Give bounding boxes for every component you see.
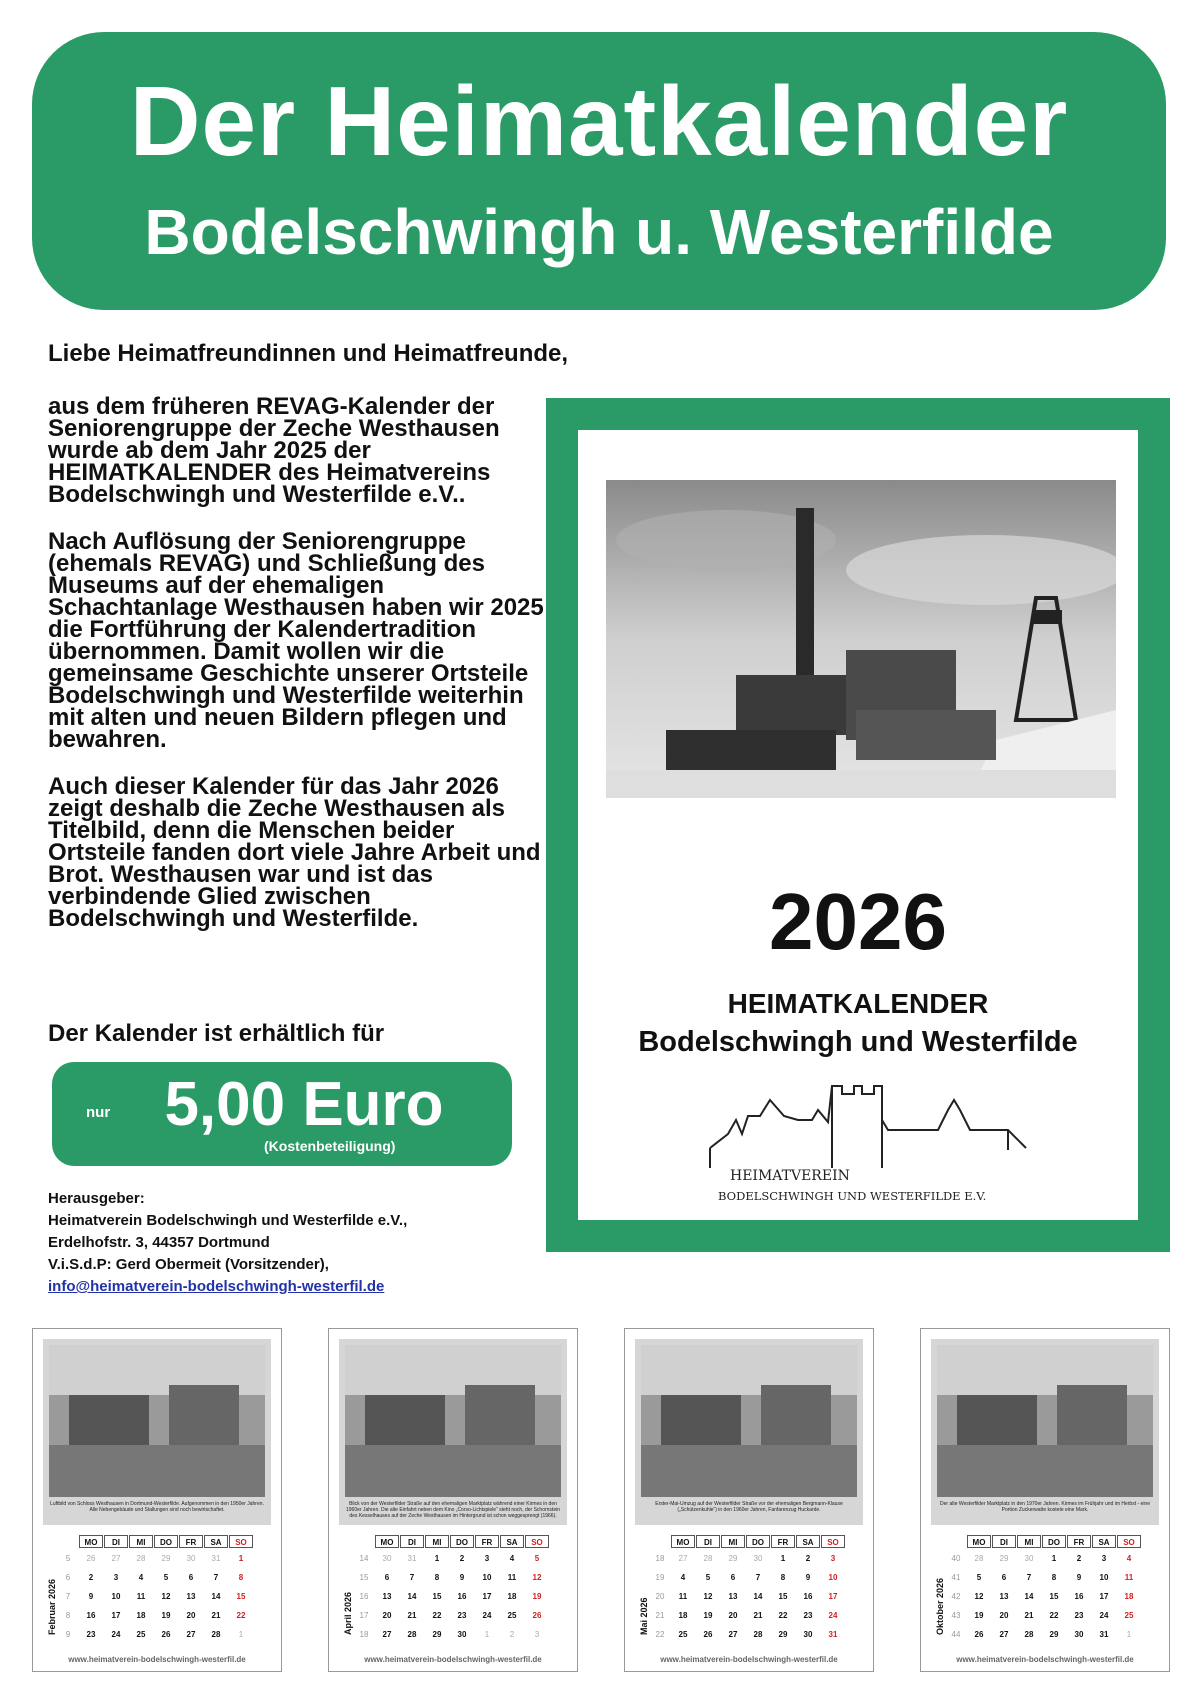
calendar-day: 12 (974, 1592, 984, 1601)
calendar-day: 18 (136, 1611, 146, 1620)
paragraph-2: Nach Auflösung der Seniorengruppe (ehemals REVAG) und Schließung des Museums auf der ehemaligen Schachtanlage Westhausen haben wir 2025 die Fortführung der Kalendertradition übernommen. Damit wollen wir die gemeinsame Geschichte unserer Ortsteile Bodelschwingh und Westerfilde weiterhin mit alten und neuen Bildern pflegen und bewahren. (48, 528, 544, 753)
calendar-day: 23 (803, 1611, 813, 1620)
calendar-day: 14 (753, 1592, 763, 1601)
heimatverein-logo-icon (708, 1080, 1028, 1205)
weekday-header: MO (79, 1535, 103, 1548)
cover-year: 2026 (769, 877, 947, 966)
logo-line-2: BODELSCHWINGH UND WESTERFILDE E.V. (718, 1189, 987, 1203)
calendar-day: 5 (976, 1573, 982, 1582)
calendar-day: 29 (432, 1630, 442, 1639)
thumbnail-photo-frame (931, 1339, 1159, 1525)
calendar-day: 2 (1076, 1554, 1082, 1563)
price-note: (Kostenbeteiligung) (264, 1138, 396, 1154)
calendar-page-thumbnail (328, 1328, 578, 1672)
calendar-day: 28 (753, 1630, 763, 1639)
calendar-day: 14 (211, 1592, 221, 1601)
week-number: 14 (359, 1554, 369, 1563)
calendar-day: 16 (86, 1611, 96, 1620)
weekday-header: FR (1067, 1535, 1091, 1548)
calendar-day: 19 (161, 1611, 171, 1620)
paragraph-1: aus dem früheren REVAG-Kalender der Seniorengruppe der Zeche Westhausen wurde ab dem Jahr 2025 der HEIMATKALENDER des Heimatvereins Bodelschwingh und Westerfilde e.V.. (48, 393, 500, 508)
weekday-header: SO (229, 1535, 253, 1548)
calendar-day: 14 (407, 1592, 417, 1601)
calendar-day: 1 (1126, 1630, 1132, 1639)
price-prefix: nur (86, 1104, 111, 1121)
thumbnail-photo-frame (635, 1339, 863, 1525)
weekday-header: MI (129, 1535, 153, 1548)
calendar-day: 11 (507, 1573, 517, 1582)
weekday-header: MO (671, 1535, 695, 1548)
calendar-day: 28 (1024, 1630, 1034, 1639)
calendar-day: 10 (111, 1592, 121, 1601)
calendar-day: 19 (703, 1611, 713, 1620)
calendar-day: 22 (778, 1611, 788, 1620)
calendar-day: 19 (532, 1592, 542, 1601)
calendar-day: 8 (780, 1573, 786, 1582)
calendar-day: 8 (238, 1573, 244, 1582)
calendar-day: 8 (434, 1573, 440, 1582)
banner-title: Der Heimatkalender (129, 66, 1069, 176)
thumbnail-photo (49, 1345, 265, 1497)
calendar-day: 12 (703, 1592, 713, 1601)
weekday-header: SA (1092, 1535, 1116, 1548)
title-banner (32, 32, 1166, 310)
calendar-day: 20 (186, 1611, 196, 1620)
thumbnail-caption: Blick von der Westerfilder Straße auf den ehemaligen Marktplatz während einer Kirmes in den 1960er Jahren. Die alte Einfahrt neben dem Kino „Corso-Lichtspiele“ steht noch, der Schornstein des Kesselhauses auf der Zeche Westhausen im Hintergrund ist schon weggesprengt (1966). (345, 1501, 560, 1519)
calendar-day: 31 (211, 1554, 221, 1563)
calendar-day: 7 (1026, 1573, 1032, 1582)
calendar-day: 10 (482, 1573, 492, 1582)
calendar-day: 3 (113, 1573, 119, 1582)
thumbnail-photo-frame (43, 1339, 271, 1525)
calendar-day: 2 (459, 1554, 465, 1563)
calendar-day: 29 (728, 1554, 738, 1563)
calendar-day: 15 (432, 1592, 442, 1601)
week-number: 20 (655, 1592, 665, 1601)
calendar-day: 5 (163, 1573, 169, 1582)
calendar-day: 7 (213, 1573, 219, 1582)
thumbnail-url: www.heimatverein-bodelschwingh-westerfil.de (68, 1655, 246, 1664)
calendar-day: 1 (780, 1554, 786, 1563)
week-number: 7 (65, 1592, 71, 1601)
calendar-day: 7 (409, 1573, 415, 1582)
weekday-header: SO (525, 1535, 549, 1548)
calendar-day: 1 (1051, 1554, 1057, 1563)
weekday-header: SO (1117, 1535, 1141, 1548)
calendar-day: 3 (830, 1554, 836, 1563)
calendar-day: 6 (730, 1573, 736, 1582)
calendar-day: 29 (161, 1554, 171, 1563)
calendar-day: 2 (805, 1554, 811, 1563)
calendar-day: 9 (459, 1573, 465, 1582)
calendar-day: 11 (136, 1592, 146, 1601)
calendar-day: 2 (88, 1573, 94, 1582)
calendar-day: 4 (1126, 1554, 1132, 1563)
thumbnail-caption: Erster-Mai-Umzug auf der Westerfilder Straße vor der ehemaligen Bergmann-Klause („Schützenkuhle“) in den 1960er Jahren, Fanfarenzug Huckarde. (655, 1501, 843, 1513)
calendar-day: 23 (457, 1611, 467, 1620)
calendar-day: 21 (1024, 1611, 1034, 1620)
calendar-day: 16 (457, 1592, 467, 1601)
calendar-day: 8 (1051, 1573, 1057, 1582)
calendar-day: 18 (1124, 1592, 1134, 1601)
price-box (52, 1062, 512, 1166)
calendar-day: 25 (507, 1611, 517, 1620)
calendar-day: 17 (482, 1592, 492, 1601)
calendar-day: 22 (432, 1611, 442, 1620)
week-number: 16 (359, 1592, 369, 1601)
calendar-day: 22 (236, 1611, 246, 1620)
calendar-day: 26 (532, 1611, 542, 1620)
weekday-header: DO (450, 1535, 474, 1548)
calendar-day: 28 (136, 1554, 146, 1563)
calendar-day: 7 (755, 1573, 761, 1582)
thumbnail-url: www.heimatverein-bodelschwingh-westerfil.de (660, 1655, 838, 1664)
calendar-day: 10 (1099, 1573, 1109, 1582)
calendar-day: 27 (186, 1630, 196, 1639)
calendar-day: 26 (703, 1630, 713, 1639)
week-number: 15 (359, 1573, 369, 1582)
week-number: 43 (951, 1611, 961, 1620)
calendar-day: 29 (1049, 1630, 1059, 1639)
calendar-day: 29 (778, 1630, 788, 1639)
calendar-cover-frame (546, 398, 1170, 1252)
calendar-day: 28 (703, 1554, 713, 1563)
calendar-day: 9 (805, 1573, 811, 1582)
weekday-header: DI (992, 1535, 1016, 1548)
calendar-day: 9 (1076, 1573, 1082, 1582)
weekday-header: SO (821, 1535, 845, 1548)
week-number: 18 (655, 1554, 665, 1563)
calendar-day: 12 (532, 1573, 542, 1582)
thumbnail-caption: Luftbild von Schloss Westhausen in Dortmund-Westerfilde. Aufgenommen in den 1950er Jahren. Alle Nebengebäude und Stallungen sind noch bewirtschaftet. (50, 1501, 264, 1513)
publisher-label: Herausgeber: (48, 1190, 145, 1207)
colliery-photo (606, 480, 1116, 798)
logo-line-1: HEIMATVEREIN (730, 1168, 850, 1184)
calendar-day: 30 (186, 1554, 196, 1563)
calendar-day: 27 (728, 1630, 738, 1639)
calendar-day: 15 (236, 1592, 246, 1601)
calendar-day: 28 (974, 1554, 984, 1563)
thumbnail-month-label: Februar 2026 (47, 1578, 57, 1635)
calendar-day: 25 (136, 1630, 146, 1639)
calendar-day: 27 (111, 1554, 121, 1563)
thumbnail-photo (937, 1345, 1153, 1497)
calendar-day: 24 (111, 1630, 121, 1639)
publisher-block (48, 1188, 407, 1298)
calendar-day: 16 (803, 1592, 813, 1601)
weekday-header: DI (400, 1535, 424, 1548)
calendar-day: 24 (828, 1611, 838, 1620)
calendar-day: 4 (509, 1554, 515, 1563)
paragraph-3: Auch dieser Kalender für das Jahr 2026 zeigt deshalb die Zeche Westhausen als Titelbild, denn die Menschen beider Ortsteile fanden dort viele Jahre Arbeit und Brot. Westhausen war und ist das verbindende Glied zwischen Bodelschwingh und Westerfilde. (48, 773, 541, 932)
calendar-day: 31 (1099, 1630, 1109, 1639)
publisher-email-link[interactable]: info@heimatverein-bodelschwingh-westerfil.de (48, 1278, 385, 1295)
calendar-day: 14 (1024, 1592, 1034, 1601)
week-number: 9 (65, 1630, 71, 1639)
calendar-day: 3 (484, 1554, 490, 1563)
calendar-day: 27 (678, 1554, 688, 1563)
calendar-day: 13 (186, 1592, 196, 1601)
thumbnail-url: www.heimatverein-bodelschwingh-westerfil.de (956, 1655, 1134, 1664)
week-number: 5 (65, 1554, 71, 1563)
week-number: 40 (951, 1554, 961, 1563)
week-number: 22 (655, 1630, 665, 1639)
weekday-header: DO (746, 1535, 770, 1548)
calendar-day: 16 (1074, 1592, 1084, 1601)
weekday-header: SA (796, 1535, 820, 1548)
greeting: Liebe Heimatfreundinnen und Heimatfreunde, (48, 340, 569, 367)
thumbnail-caption: Der alte Westerfilder Marktplatz in den 1970er Jahren. Kirmes im Frühjahr und im Herbst - eine Portion Zuckerwatte kostete eine Mark. (940, 1501, 1150, 1513)
thumbnail-month-label: Oktober 2026 (935, 1577, 945, 1635)
calendar-day: 28 (211, 1630, 221, 1639)
calendar-day: 19 (974, 1611, 984, 1620)
weekday-header: FR (179, 1535, 203, 1548)
calendar-day: 6 (384, 1573, 390, 1582)
publisher-name: Heimatverein Bodelschwingh und Westerfilde e.V., (48, 1212, 408, 1229)
calendar-day: 4 (138, 1573, 144, 1582)
weekday-header: MO (967, 1535, 991, 1548)
calendar-day: 26 (86, 1554, 96, 1563)
week-number: 8 (65, 1611, 71, 1620)
thumbnail-url: www.heimatverein-bodelschwingh-westerfil.de (364, 1655, 542, 1664)
calendar-page-thumbnail (920, 1328, 1170, 1672)
calendar-day: 31 (407, 1554, 417, 1563)
calendar-day: 30 (1074, 1630, 1084, 1639)
weekday-header: MI (1017, 1535, 1041, 1548)
weekday-header: MO (375, 1535, 399, 1548)
calendar-day: 18 (678, 1611, 688, 1620)
calendar-day: 10 (828, 1573, 838, 1582)
calendar-day: 26 (974, 1630, 984, 1639)
calendar-day: 22 (1049, 1611, 1059, 1620)
calendar-day: 30 (1024, 1554, 1034, 1563)
weekday-header: MI (425, 1535, 449, 1548)
week-number: 44 (951, 1630, 961, 1639)
calendar-day: 26 (161, 1630, 171, 1639)
calendar-day: 20 (999, 1611, 1009, 1620)
calendar-day: 15 (1049, 1592, 1059, 1601)
calendar-day: 25 (678, 1630, 688, 1639)
calendar-day: 4 (680, 1573, 686, 1582)
calendar-day: 27 (382, 1630, 392, 1639)
calendar-day: 11 (678, 1592, 688, 1601)
calendar-day: 1 (484, 1630, 490, 1639)
calendar-day: 3 (534, 1630, 540, 1639)
publisher-address: Erdelhofstr. 3, 44357 Dortmund (48, 1234, 270, 1251)
weekday-header: FR (771, 1535, 795, 1548)
calendar-day: 15 (778, 1592, 788, 1601)
calendar-day: 3 (1101, 1554, 1107, 1563)
weekday-header: DO (1042, 1535, 1066, 1548)
calendar-day: 30 (753, 1554, 763, 1563)
calendar-page-thumbnail (32, 1328, 282, 1672)
calendar-day: 23 (1074, 1611, 1084, 1620)
thumbnail-photo (345, 1345, 561, 1497)
calendar-day: 17 (1099, 1592, 1109, 1601)
weekday-header: DI (696, 1535, 720, 1548)
calendar-day: 24 (482, 1611, 492, 1620)
thumbnail-photo-frame (339, 1339, 567, 1525)
thumbnail-month-label: April 2026 (343, 1591, 353, 1635)
week-number: 21 (655, 1611, 665, 1620)
calendar-day: 12 (161, 1592, 171, 1601)
calendar-day: 20 (728, 1611, 738, 1620)
calendar-day: 5 (705, 1573, 711, 1582)
week-number: 17 (359, 1611, 369, 1620)
calendar-day: 17 (828, 1592, 838, 1601)
calendar-day: 13 (999, 1592, 1009, 1601)
calendar-day: 23 (86, 1630, 96, 1639)
calendar-cover (578, 430, 1138, 1220)
calendar-day: 17 (111, 1611, 121, 1620)
calendar-day: 27 (999, 1630, 1009, 1639)
cover-title: HEIMATKALENDER (727, 988, 989, 1019)
publisher-visdp: V.i.S.d.P: Gerd Obermeit (Vorsitzender), (48, 1256, 329, 1273)
calendar-day: 30 (382, 1554, 392, 1563)
calendar-day: 5 (534, 1554, 540, 1563)
week-number: 42 (951, 1592, 961, 1601)
calendar-day: 31 (828, 1630, 838, 1639)
calendar-day: 6 (188, 1573, 194, 1582)
weekday-header: SA (204, 1535, 228, 1548)
price-intro: Der Kalender ist erhältlich für (48, 1020, 385, 1047)
weekday-header: MI (721, 1535, 745, 1548)
week-number: 6 (65, 1573, 71, 1582)
calendar-day: 18 (507, 1592, 517, 1601)
week-number: 18 (359, 1630, 369, 1639)
week-number: 19 (655, 1573, 665, 1582)
calendar-day: 11 (1124, 1573, 1134, 1582)
calendar-day: 21 (753, 1611, 763, 1620)
calendar-day: 21 (211, 1611, 221, 1620)
calendar-day: 25 (1124, 1611, 1134, 1620)
weekday-header: DI (104, 1535, 128, 1548)
calendar-day: 1 (238, 1630, 244, 1639)
calendar-day: 2 (509, 1630, 515, 1639)
calendar-day: 29 (999, 1554, 1009, 1563)
weekday-header: SA (500, 1535, 524, 1548)
calendar-day: 20 (382, 1611, 392, 1620)
calendar-day: 13 (728, 1592, 738, 1601)
calendar-day: 30 (457, 1630, 467, 1639)
calendar-page-thumbnail (624, 1328, 874, 1672)
thumbnail-month-label: Mai 2026 (639, 1597, 649, 1635)
body-text (48, 393, 548, 955)
calendar-day: 30 (803, 1630, 813, 1639)
calendar-day: 24 (1099, 1611, 1109, 1620)
week-number: 41 (951, 1573, 961, 1582)
calendar-day: 6 (1001, 1573, 1007, 1582)
calendar-day: 28 (407, 1630, 417, 1639)
cover-subtitle: Bodelschwingh und Westerfilde (638, 1026, 1078, 1058)
weekday-header: FR (475, 1535, 499, 1548)
banner-subtitle: Bodelschwingh u. Westerfilde (144, 196, 1054, 268)
calendar-day: 1 (434, 1554, 440, 1563)
thumbnail-photo (641, 1345, 857, 1497)
weekday-header: DO (154, 1535, 178, 1548)
calendar-day: 1 (238, 1554, 244, 1563)
calendar-day: 9 (88, 1592, 94, 1601)
calendar-day: 21 (407, 1611, 417, 1620)
price-amount: 5,00 Euro (164, 1070, 444, 1139)
calendar-day: 13 (382, 1592, 392, 1601)
